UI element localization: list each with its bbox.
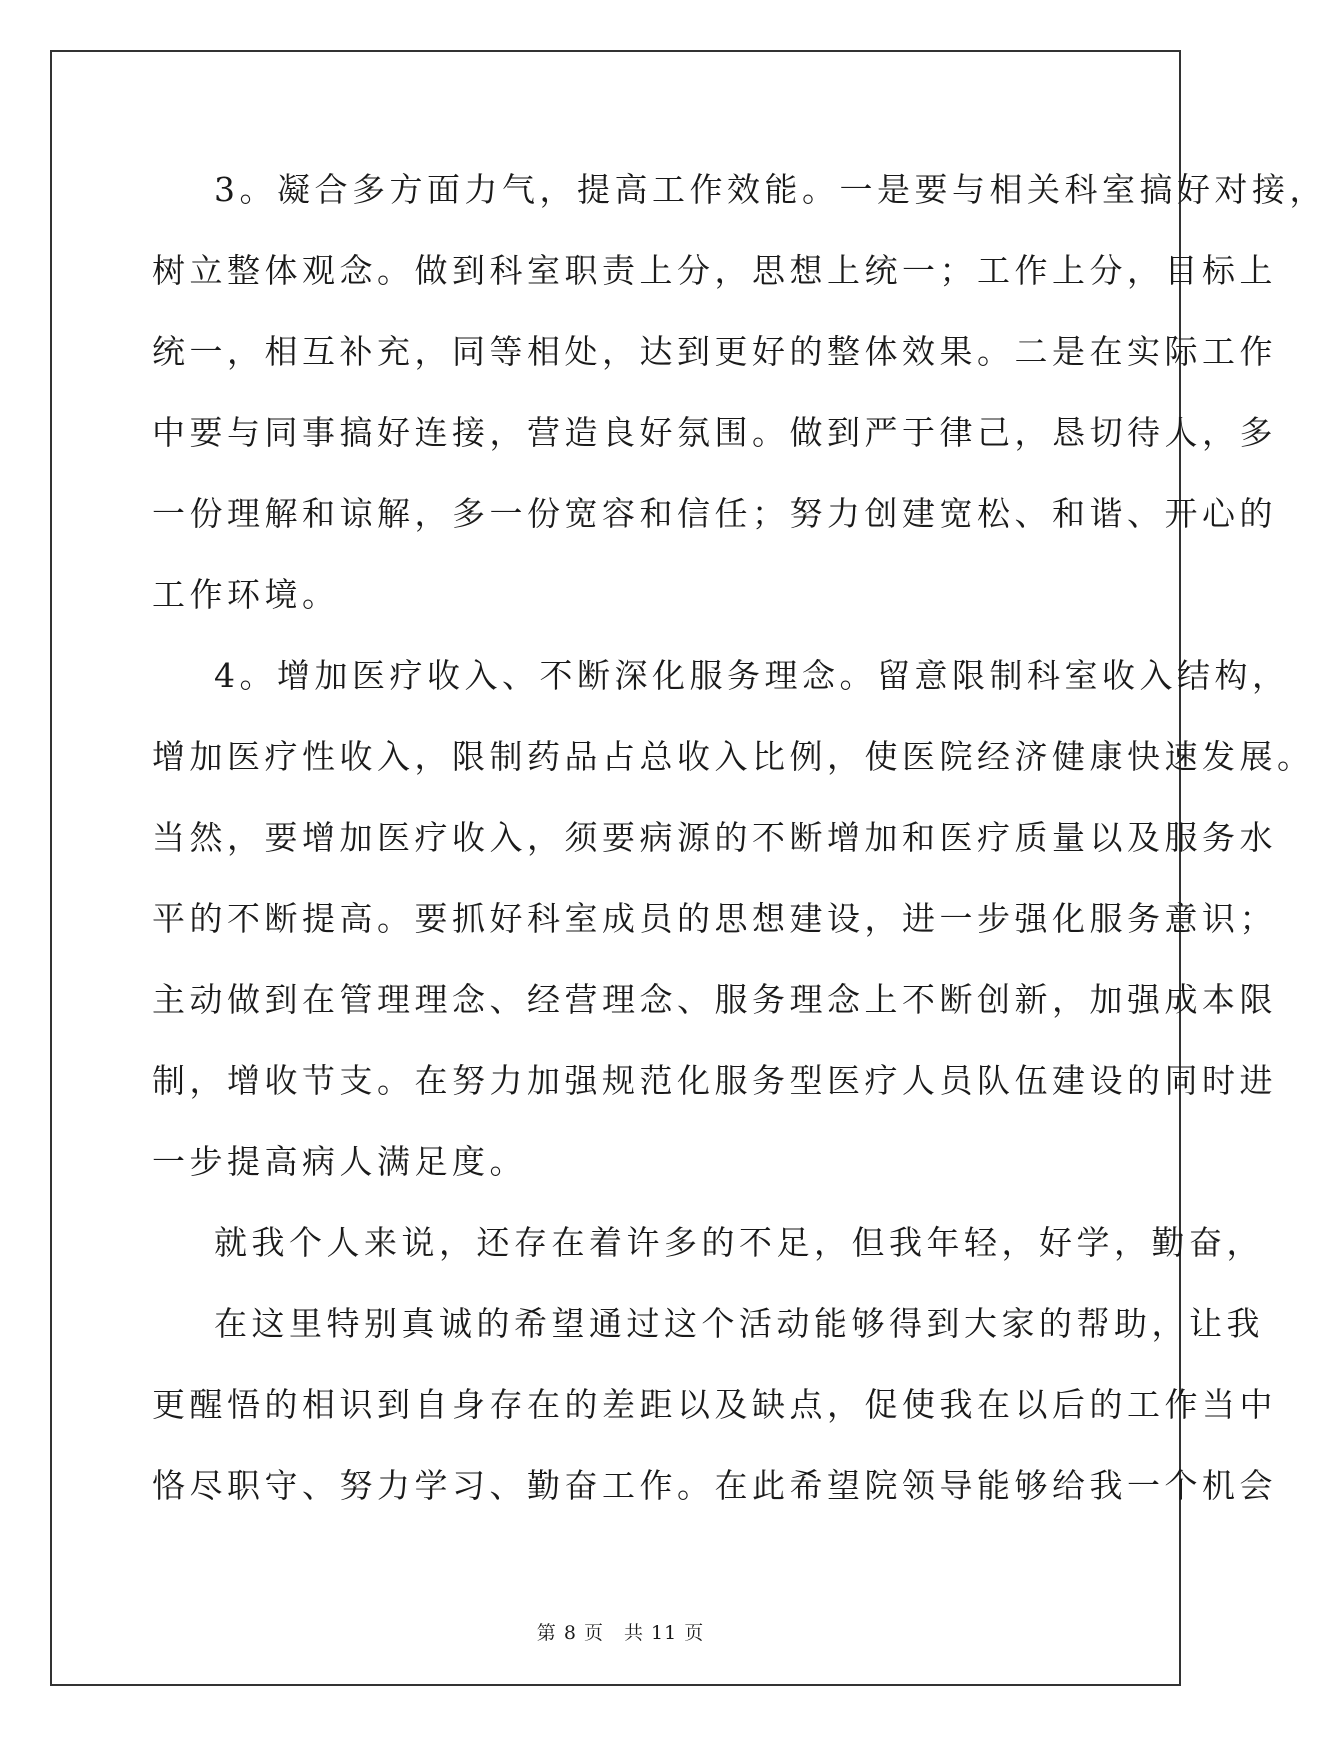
text-line: 主动做到在管理理念、经营理念、服务理念上不断创新，加强成本限 xyxy=(152,980,1277,1019)
text-line: 在这里特别真诚的希望通过这个活动能够得到大家的帮助，让我 xyxy=(214,1304,1264,1343)
text-line: 一份理解和谅解，多一份宽容和信任；努力创建宽松、和谐、开心的 xyxy=(152,494,1277,533)
text-line: 平的不断提高。要抓好科室成员的思想建设，进一步强化服务意识； xyxy=(152,899,1277,938)
text-line: 4。增加医疗收入、不断深化服务理念。留意限制科室收入结构， xyxy=(214,656,1290,695)
text-line: 工作环境。 xyxy=(152,575,340,614)
text-line: 3。凝合多方面力气，提高工作效能。一是要与相关科室搞好对接， xyxy=(214,170,1327,209)
text-line: 一步提高病人满足度。 xyxy=(152,1142,527,1181)
text-line: 恪尽职守、努力学习、勤奋工作。在此希望院领导能够给我一个机会 xyxy=(152,1466,1277,1505)
text-line: 树立整体观念。做到科室职责上分，思想上统一；工作上分，目标上 xyxy=(152,251,1277,290)
text-line: 统一，相互补充，同等相处，达到更好的整体效果。二是在实际工作 xyxy=(152,332,1277,371)
text-line: 当然，要增加医疗收入，须要病源的不断增加和医疗质量以及服务水 xyxy=(152,818,1277,857)
text-line: 更醒悟的相识到自身存在的差距以及缺点，促使我在以后的工作当中 xyxy=(152,1385,1277,1424)
text-line: 中要与同事搞好连接，营造良好氛围。做到严于律己，恳切待人，多 xyxy=(152,413,1277,452)
page-number-footer: 第 8 页 共 11 页 xyxy=(536,1622,705,1644)
text-line: 制，增收节支。在努力加强规范化服务型医疗人员队伍建设的同时进 xyxy=(152,1061,1277,1100)
text-line: 就我个人来说，还存在着许多的不足，但我年轻，好学，勤奋， xyxy=(214,1223,1264,1262)
text-line: 增加医疗性收入，限制药品占总收入比例，使医院经济健康快速发展。 xyxy=(152,737,1315,776)
document-body xyxy=(152,164,1327,1541)
